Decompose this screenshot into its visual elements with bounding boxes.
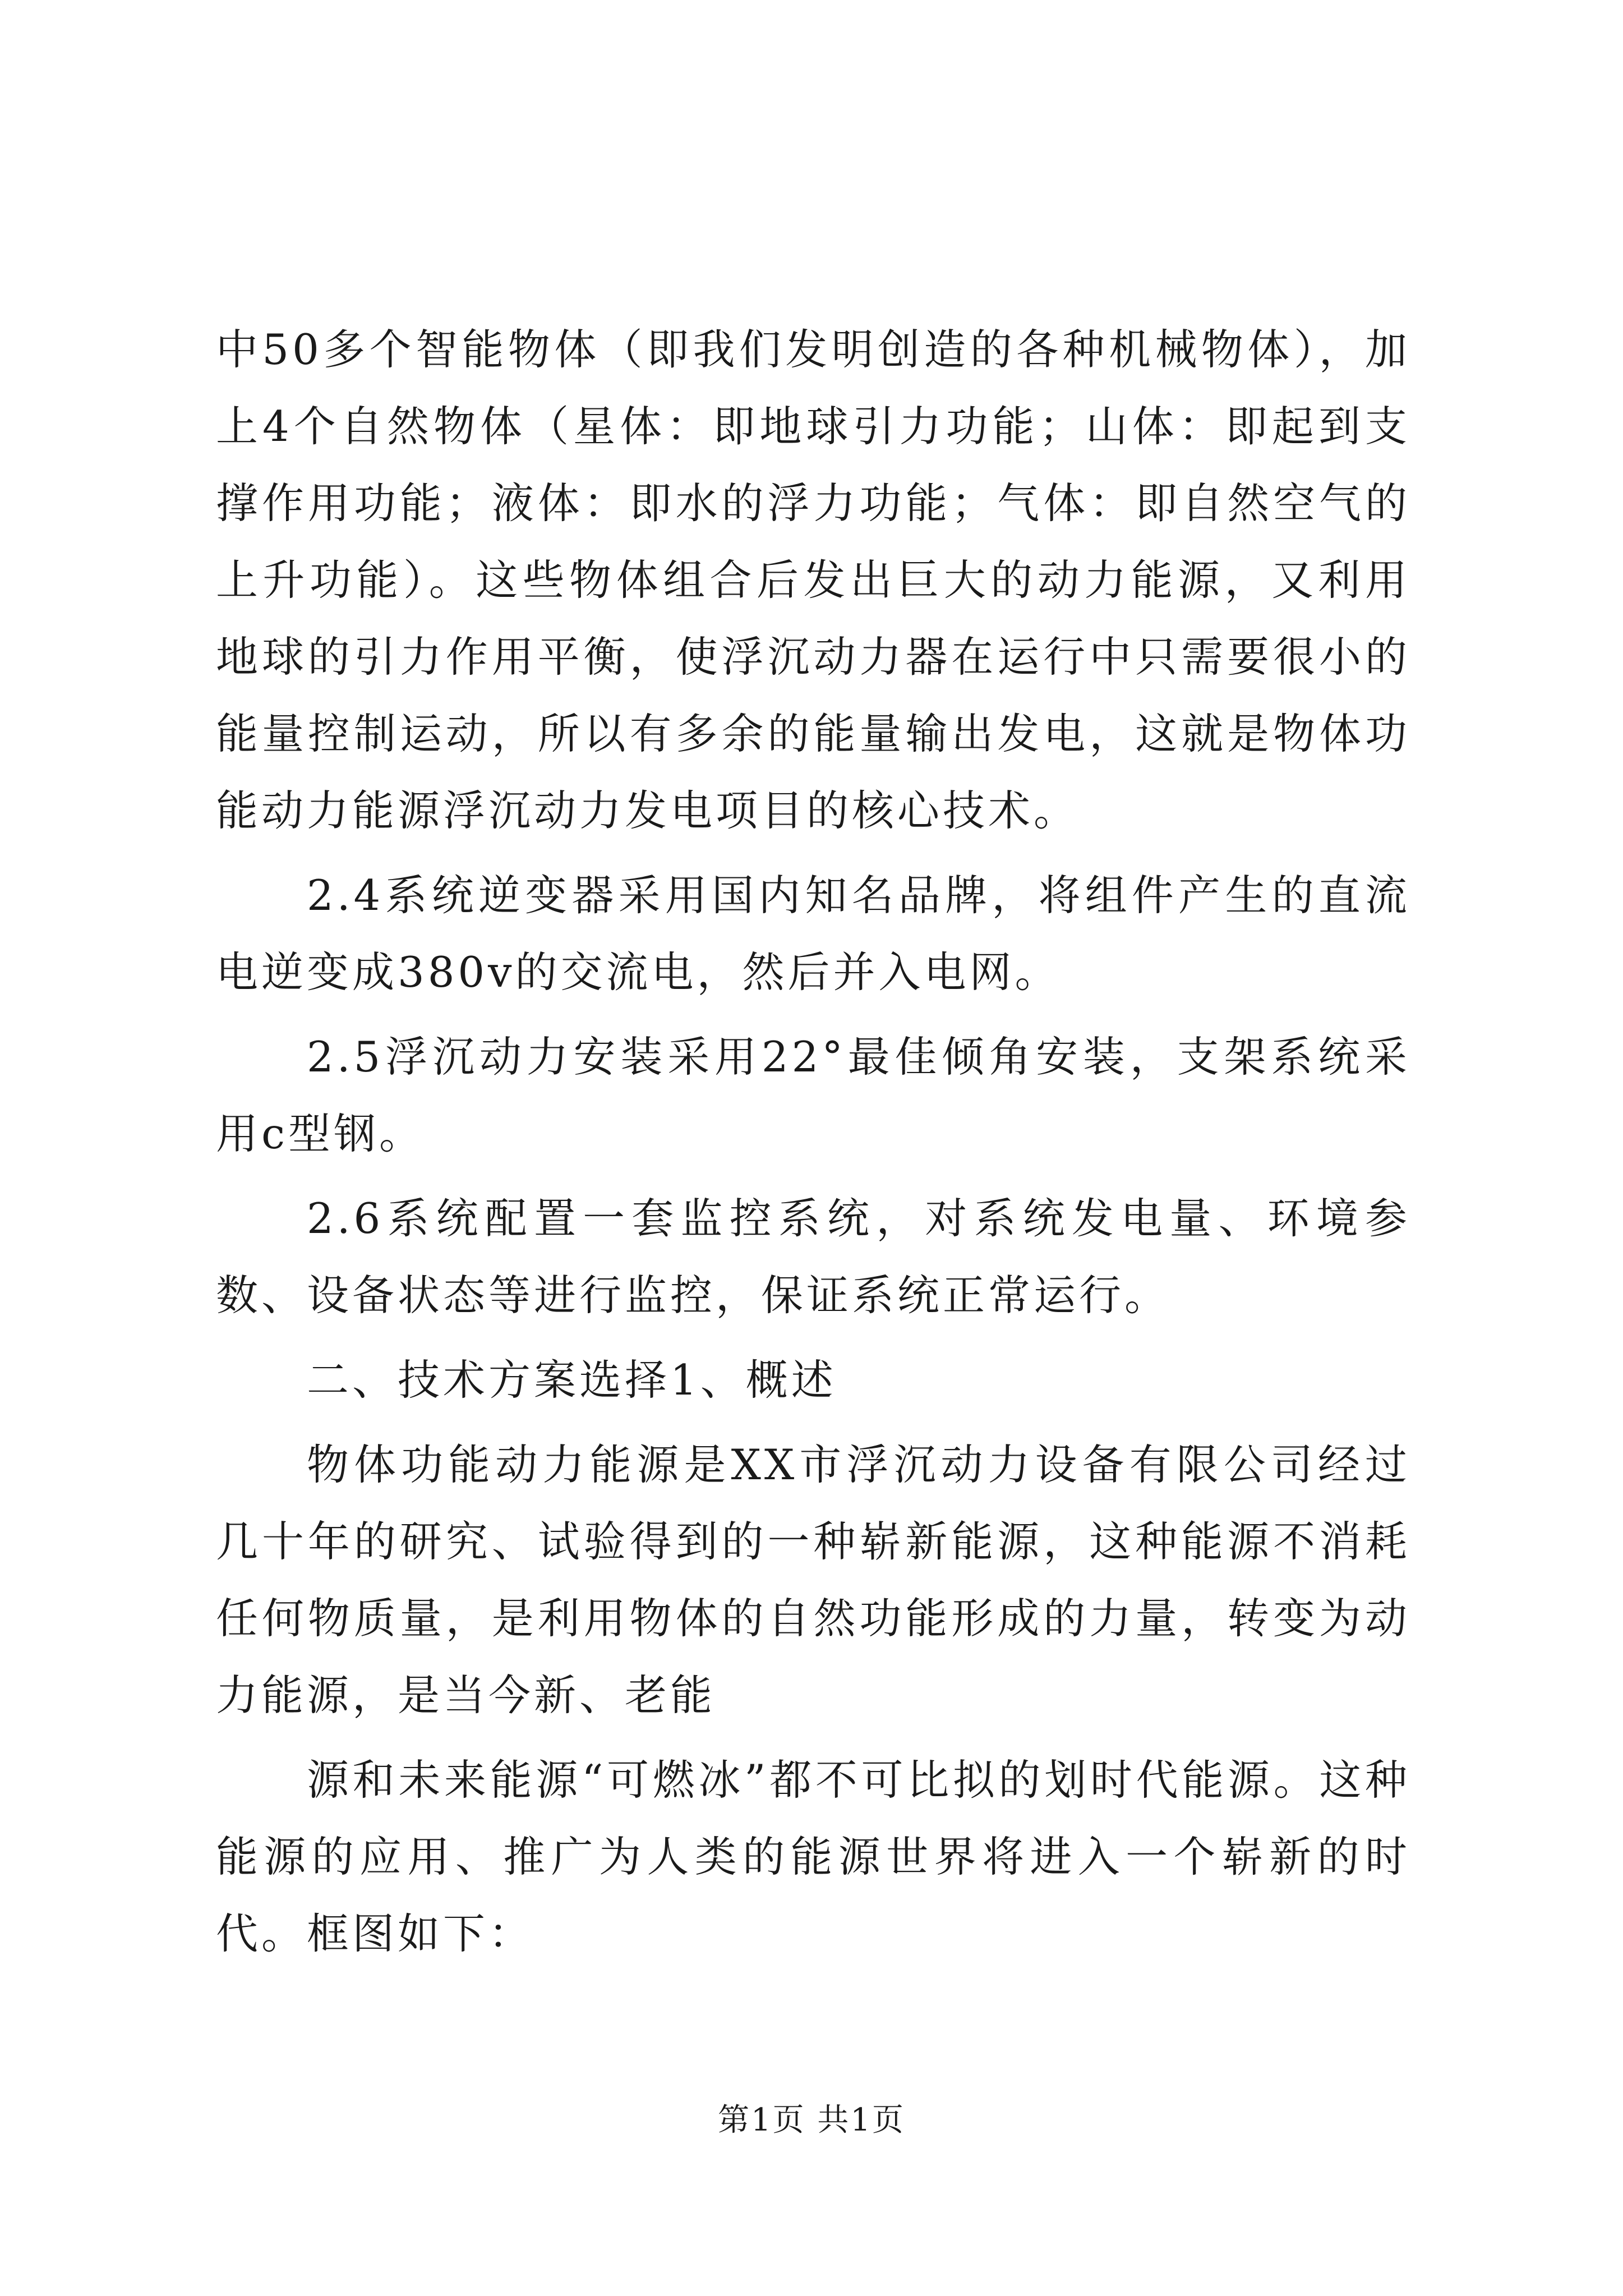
- paragraph-inverter: 2.4系统逆变器采用国内知名品牌，将组件产生的直流电逆变成380v的交流电，然后并入电网。: [216, 871, 1410, 997]
- paragraph-monitoring: 2.6系统配置一套监控系统，对系统发电量、环境参数、设备状态等进行监控，保证系统正常运行。: [216, 1194, 1410, 1320]
- section-heading: 二、技术方案选择1、概述: [307, 1355, 837, 1405]
- document-body: [216, 311, 1410, 1972]
- paragraph-installation: 2.5浮沉动力安装采用22°最佳倾角安装，支架系统采用c型钢。: [216, 1032, 1410, 1158]
- paragraph-overview: 物体功能动力能源是XX市浮沉动力设备有限公司经过几十年的研究、试验得到的一种崭新能源，这种能源不消耗任何物质量，是利用物体的自然功能形成的力量，转变为动力能源，是当今新、老能: [216, 1440, 1410, 1720]
- paragraph-overview-cont: 源和未来能源“可燃冰”都不可比拟的划时代能源。这种能源的应用、推广为人类的能源世界将进入一个崭新的时代。框图如下：: [216, 1755, 1410, 1958]
- page-footer: 第1页 共1页: [717, 2102, 906, 2138]
- paragraph-continuation: 中50多个智能物体（即我们发明创造的各种机械物体），加上4个自然物体（星体：即地球引力功能；山体：即起到支撑作用功能；液体：即水的浮力功能；气体：即自然空气的上升功能）。这些物体组合后发出巨大的动力能源，又利用地球的引力作用平衡，使浮沉动力器在运行中只需要很小的能量控制运动，所以有多余的能量输出发电，这就是物体功能动力能源浮沉动力发电项目的核心技术。: [216, 325, 1410, 835]
